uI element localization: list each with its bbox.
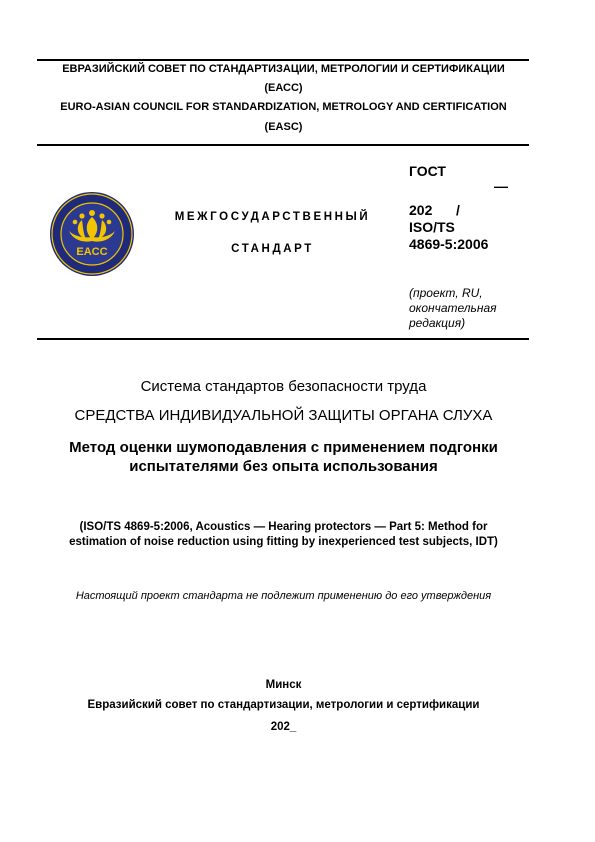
- subtitle: [26, 438, 541, 476]
- interstate-label: МЕЖГОСУДАРСТВЕННЫЙ: [174, 211, 371, 223]
- series-title: Система стандартов безопасности труда: [140, 378, 427, 395]
- footer-year: 202_: [270, 721, 297, 733]
- gost-year: 202: [409, 202, 433, 218]
- logo-text: EACC: [76, 246, 108, 258]
- council-abbr-ru: (ЕАСС): [264, 82, 303, 94]
- gost-dash: —: [494, 178, 508, 194]
- draft-line-1: (проект, RU,: [409, 286, 483, 300]
- iso-reference: [26, 520, 541, 550]
- standard-label: СТАНДАРТ: [231, 243, 314, 255]
- subtitle-line-1: Метод оценки шумоподавления с применением подгонки: [69, 439, 498, 456]
- council-name-ru: ЕВРАЗИЙСКИЙ СОВЕТ ПО СТАНДАРТИЗАЦИИ, МЕТРОЛОГИИ И СЕРТИФИКАЦИИ: [62, 63, 505, 75]
- footer-org: Евразийский совет по стандартизации, метрологии и сертификации: [87, 699, 480, 711]
- draft-line-3: редакция): [409, 316, 466, 330]
- gost-label: ГОСТ: [409, 163, 446, 179]
- eacc-logo: [49, 191, 135, 277]
- reference-line-1: (ISO/TS 4869-5:2006, Acoustics — Hearing protectors — Part 5: Method for: [79, 521, 488, 533]
- draft-status: [409, 286, 519, 331]
- block-bottom-rule: [37, 338, 529, 340]
- iso-number: 4869-5:2006: [409, 236, 489, 252]
- footer-city: Минск: [265, 679, 302, 691]
- top-rule: [37, 59, 529, 61]
- subtitle-line-2: испытателями без опыта использования: [129, 458, 438, 475]
- council-abbr-en: (EASC): [264, 121, 303, 133]
- iso-ts-label: ISO/TS: [409, 219, 455, 235]
- reference-line-2: estimation of noise reduction using fitting by inexperienced test subjects, IDT): [69, 536, 498, 548]
- main-title: СРЕДСТВА ИНДИВИДУАЛЬНОЙ ЗАЩИТЫ ОРГАНА СЛУХА: [74, 407, 493, 424]
- gost-slash: /: [456, 202, 460, 218]
- council-name-en: EURO-ASIAN COUNCIL FOR STANDARDIZATION, METROLOGY AND CERTIFICATION: [60, 101, 507, 113]
- draft-line-2: окончательная: [409, 301, 497, 315]
- draft-notice: Настоящий проект стандарта не подлежит применению до его утверждения: [75, 590, 492, 602]
- header-bottom-rule: [37, 144, 529, 146]
